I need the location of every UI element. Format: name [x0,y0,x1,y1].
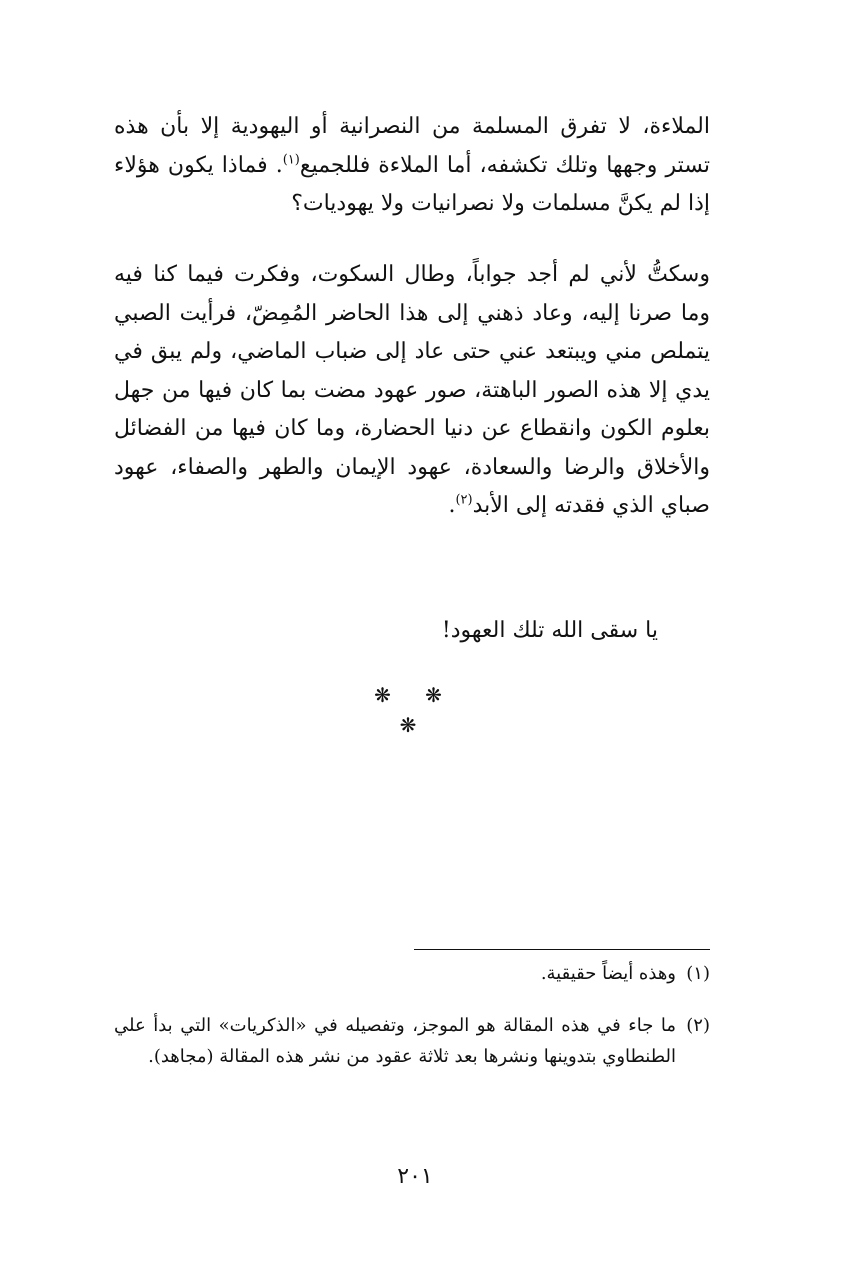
section-separator: ❋ ❋ ❋ [374,683,456,737]
paragraph-2 [114,256,710,526]
footnote-2 [114,1010,710,1072]
paragraph-1 [114,108,710,224]
footnote-ref-2: (٢) [455,492,473,508]
footnote-2-number: (٢) [686,1015,710,1036]
paragraph-1-text-after: . فماذا يكون هؤلاء إذا لم يكنَّ مسلمات ولا نصرانيات ولا يهوديات؟ [114,152,710,216]
paragraph-1-text: الملاءة، لا تفرق المسلمة من النصرانية أو اليهودية إلا بأن هذه تستر وجهها وتلك تكشفه، أما الملاءة فللجميع [114,114,710,178]
footnote-2-text: ما جاء في هذه المقالة هو الموجز، وتفصيله في «الذكريات» التي بدأ علي الطنطاوي بتدوينها ونشرها بعد ثلاثة عقود من نشر هذه المقالة (مجاهد). [114,1015,676,1067]
footnote-1 [114,958,710,989]
footnote-ref-1: (١) [282,152,300,168]
exclamation-line: يا سقى الله تلك العهود! [441,618,658,643]
footnote-divider [414,949,710,950]
page-number: ٢٠١ [397,1164,433,1189]
footnote-1-number: (١) [686,963,710,984]
paragraph-2-text: وسكتُّ لأني لم أجد جواباً، وطال السكوت، وفكرت فيما كنا فيه وما صرنا إليه، وعاد ذهني إلى هذا الحاضر المُمِضّ، فرأيت الصبي يتملص مني ويبتعد عني حتى عاد إلى ضباب الماضي، ولم يبق في يدي إلا هذه الصور الباهتة، صور عهود مضت بما كان فيها من جهل بعلوم الكون وانقطاع عن دنيا الحضارة، وما كان فيها من الفضائل والأخلاق والرضا والسعادة، عهود الإيمان والطهر والصفاء، عهود صباي الذي فقدته إلى الأبد [114,262,710,518]
footnote-1-text: وهذه أيضاً حقيقية. [540,963,676,984]
paragraph-2-text-after: . [448,493,456,518]
